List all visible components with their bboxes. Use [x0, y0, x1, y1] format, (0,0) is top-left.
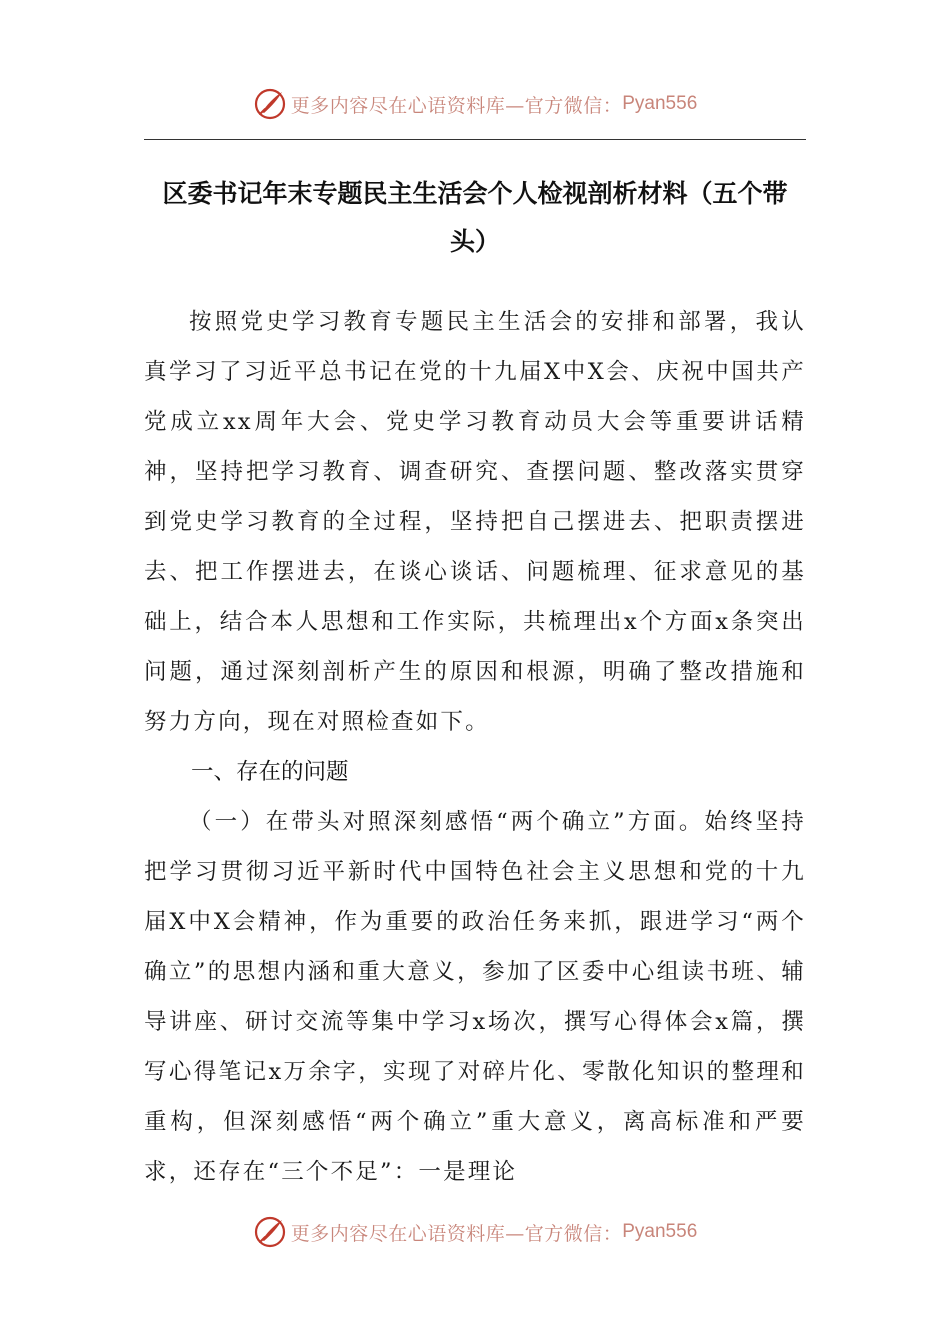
banner-wechat-id: Pyan556 [622, 1221, 698, 1242]
document-title: 区委书记年末专题民主生活会个人检视剖析材料（五个带头） [162, 179, 788, 256]
footer-banner [0, 1212, 950, 1252]
banner-text: 更多内容尽在心语资料库—官方微信： [290, 1222, 623, 1245]
section-paragraph: （一）在带头对照深刻感悟“两个确立”方面。始终坚持把学习贯彻习近平新时代中国特色社会主义思想和党的十九届X中X会精神，作为重要的政治任务来抓，跟进学习“两个确立”的思想内涵和重大意义，参加了区委中心组读书班、辅导讲座、研讨交流等集中学习x场次，撰写心得体会x篇，撰写心得笔记x万余字，实现了对碎片化、零散化知识的整理和重构，但深刻感悟“两个确立”重大意义，离高标准和严要求，还存在“三个不足”：一是理论 [144, 809, 806, 1185]
intro-paragraph: 按照党史学习教育专题民主生活会的安排和部署，我认真学习了习近平总书记在党的十九届X中X会、庆祝中国共产党成立xx周年大会、党史学习教育动员大会等重要讲话精神，坚持把学习教育、调查研究、查摆问题、整改落实贯穿到党史学习教育的全过程，坚持把自己摆进去、把职责摆进去、把工作摆进去，在谈心谈话、问题梳理、征求意见的基础上，结合本人思想和工作实际，共梳理出x个方面x条突出问题，通过深刻剖析产生的原因和根源，明确了整改措施和努力方向，现在对照检查如下。 [144, 309, 806, 735]
header-divider [144, 139, 806, 140]
header-banner [0, 84, 950, 124]
banner-wechat-id: Pyan556 [622, 93, 698, 114]
banner-text: 更多内容尽在心语资料库—官方微信： [290, 94, 623, 117]
quill-pen-logo-icon [253, 1215, 287, 1249]
section-heading: 一、存在的问题 [191, 759, 349, 785]
quill-pen-logo-icon [253, 87, 287, 121]
document-body [144, 297, 806, 1197]
